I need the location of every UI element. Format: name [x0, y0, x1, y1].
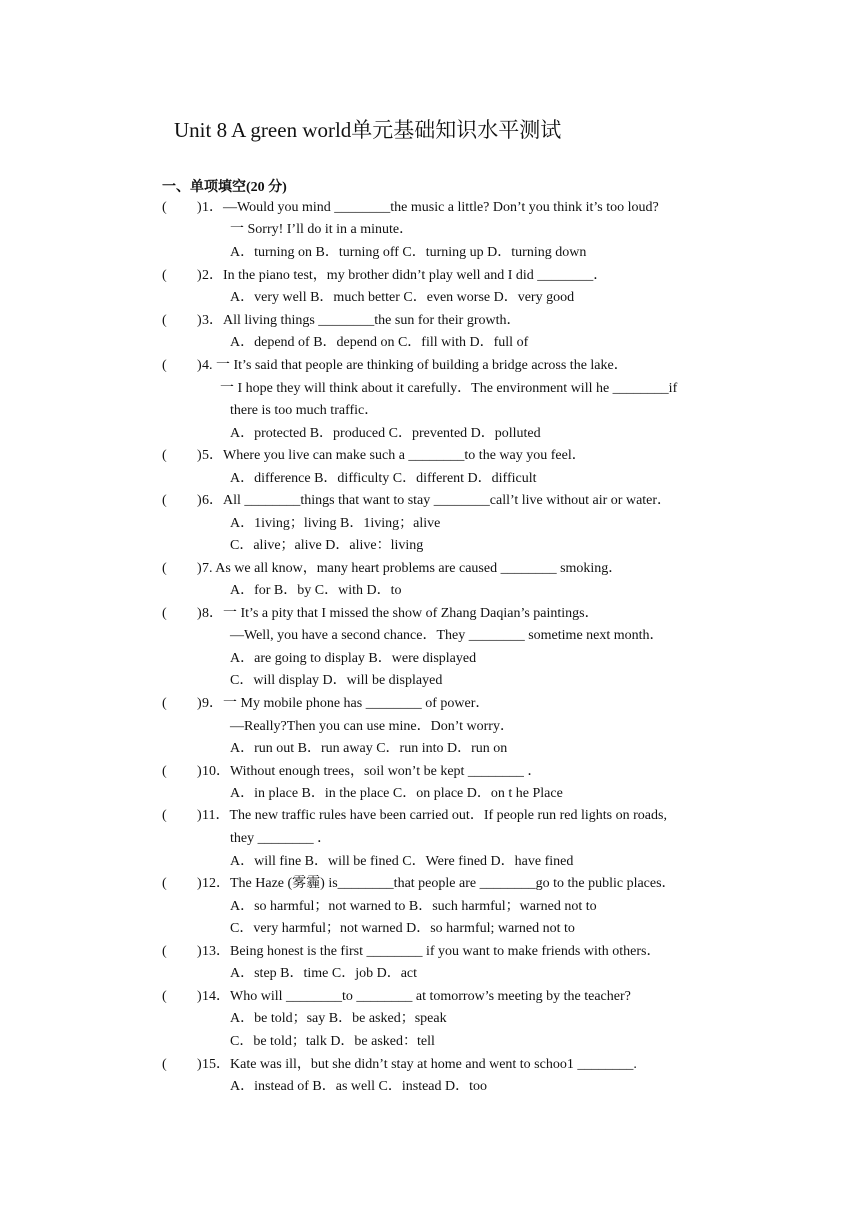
paren-close: ) — [197, 561, 202, 576]
question-options: A．instead of B．as well C．instead D．too — [230, 1079, 488, 1094]
paren-open: ( — [162, 448, 167, 463]
question-stem: 14．Who will ________to ________ at tomorrow’s meeting by the teacher? — [202, 989, 631, 1004]
paren-open: ( — [162, 1057, 167, 1072]
paren-open: ( — [162, 764, 167, 779]
question-options: A．protected B．produced C．prevented D．polluted — [230, 426, 541, 441]
paren-close: ) — [197, 268, 202, 283]
question-options: C．alive；alive D．alive：living — [230, 538, 424, 553]
answer-paren — [162, 357, 202, 375]
question-stem: 1．—Would you mind ________the music a little? Don’t you think it’s too loud? — [202, 200, 659, 215]
paren-open: ( — [162, 696, 167, 711]
paren-close: ) — [197, 876, 202, 891]
question-stem: 7. As we all know，many heart problems are caused ________ smoking． — [202, 561, 623, 576]
paren-close: ) — [197, 606, 202, 621]
question-options: A．1iving；living B．1iving；alive — [230, 516, 441, 531]
answer-paren — [162, 560, 202, 578]
paren-open: ( — [162, 268, 167, 283]
question-stem: 4. 一 It’s said that people are thinking of building a bridge across the lake． — [202, 358, 628, 373]
question-stem: 9．一 My mobile phone has ________ of power． — [202, 696, 490, 711]
paren-close: ) — [197, 989, 202, 1004]
question-text: —Really?Then you can use mine．Don’t worry． — [230, 719, 514, 734]
question-options: A．in place B．in the place C．on place D．on t he Place — [230, 786, 563, 801]
question-options: A．for B．by C．with D．to — [230, 583, 402, 598]
question-options: A．difference B．difficulty C．different D．difficult — [230, 471, 537, 486]
paren-open: ( — [162, 561, 167, 576]
paren-close: ) — [197, 358, 202, 373]
answer-paren — [162, 988, 202, 1006]
question-options: A．be told；say B．be asked；speak — [230, 1011, 447, 1026]
question-stem: 8．一 It’s a pity that I missed the show of Zhang Daqian’s paintings． — [202, 606, 599, 621]
question-options: C．very harmful；not warned D．so harmful; warned not to — [230, 921, 575, 936]
question-options: A．step B．time C．job D．act — [230, 966, 418, 981]
paren-close: ) — [197, 493, 202, 508]
question-options: A．will fine B．will be fined C．Were fined D．have fined — [230, 854, 574, 869]
question-options: C．will display D．will be displayed — [230, 673, 443, 688]
answer-paren — [162, 943, 202, 961]
paren-open: ( — [162, 808, 167, 823]
question-stem: 6．All ________things that want to stay ________call’t live without air or water． — [202, 493, 672, 508]
paren-close: ) — [197, 313, 202, 328]
paren-open: ( — [162, 606, 167, 621]
paren-open: ( — [162, 200, 167, 215]
question-stem: 3．All living things ________the sun for their growth． — [202, 313, 521, 328]
answer-paren — [162, 695, 202, 713]
question-stem: 13．Being honest is the first ________ if you want to make friends with others． — [202, 944, 661, 959]
question-options: A．turning on B．turning off C．turning up D．turning down — [230, 245, 587, 260]
answer-paren — [162, 763, 202, 781]
answer-paren — [162, 312, 202, 330]
paren-open: ( — [162, 493, 167, 508]
answer-paren — [162, 605, 202, 623]
answer-paren — [162, 492, 202, 510]
question-options: C．be told；talk D．be asked：tell — [230, 1034, 435, 1049]
answer-paren — [162, 1056, 202, 1074]
paren-close: ) — [197, 764, 202, 779]
paren-close: ) — [197, 808, 202, 823]
answer-paren — [162, 875, 202, 893]
question-stem: 2．In the piano test，my brother didn’t play well and I did ________． — [202, 268, 608, 283]
section-heading: 一、单项填空(20 分) — [162, 180, 287, 195]
question-options: A．very well B．much better C．even worse D．very good — [230, 290, 575, 305]
question-text: 一 Sorry! I’ll do it in a minute． — [230, 222, 414, 237]
answer-paren — [162, 199, 202, 217]
question-stem: 15．Kate was ill，but she didn’t stay at home and went to schoo1 ________. — [202, 1057, 637, 1072]
question-stem: 5．Where you live can make such a ________to the way you feel． — [202, 448, 586, 463]
answer-paren — [162, 447, 202, 465]
answer-paren — [162, 267, 202, 285]
paren-open: ( — [162, 989, 167, 1004]
question-options: A．depend of B．depend on C．fill with D．full of — [230, 335, 529, 350]
question-stem: 12．The Haze (雾霾) is________that people are ________go to the public places． — [202, 876, 676, 891]
paren-close: ) — [197, 200, 202, 215]
question-options: A．are going to display B．were displayed — [230, 651, 477, 666]
question-options: A．so harmful；not warned to B．such harmful；warned not to — [230, 899, 597, 914]
paren-close: ) — [197, 1057, 202, 1072]
question-options: A．run out B．run away C．run into D．run on — [230, 741, 508, 756]
page-title: Unit 8 A green world单元基础知识水平测试 — [174, 118, 562, 142]
question-text: 一 I hope they will think about it carefully．The environment will he ________if — [220, 381, 678, 396]
question-stem: 11．The new traffic rules have been carried out．If people run red lights on roads, — [202, 808, 667, 823]
answer-paren — [162, 807, 202, 825]
question-text: —Well, you have a second chance．They ________ sometime next month． — [230, 628, 664, 643]
paren-close: ) — [197, 448, 202, 463]
paren-open: ( — [162, 876, 167, 891]
question-text: there is too much traffic． — [230, 403, 379, 418]
question-text: they ________ ． — [230, 831, 332, 846]
paren-close: ) — [197, 696, 202, 711]
paren-open: ( — [162, 313, 167, 328]
question-stem: 10．Without enough trees，soil won’t be kept ________ ． — [202, 764, 542, 779]
paren-open: ( — [162, 944, 167, 959]
paren-close: ) — [197, 944, 202, 959]
paren-open: ( — [162, 358, 167, 373]
